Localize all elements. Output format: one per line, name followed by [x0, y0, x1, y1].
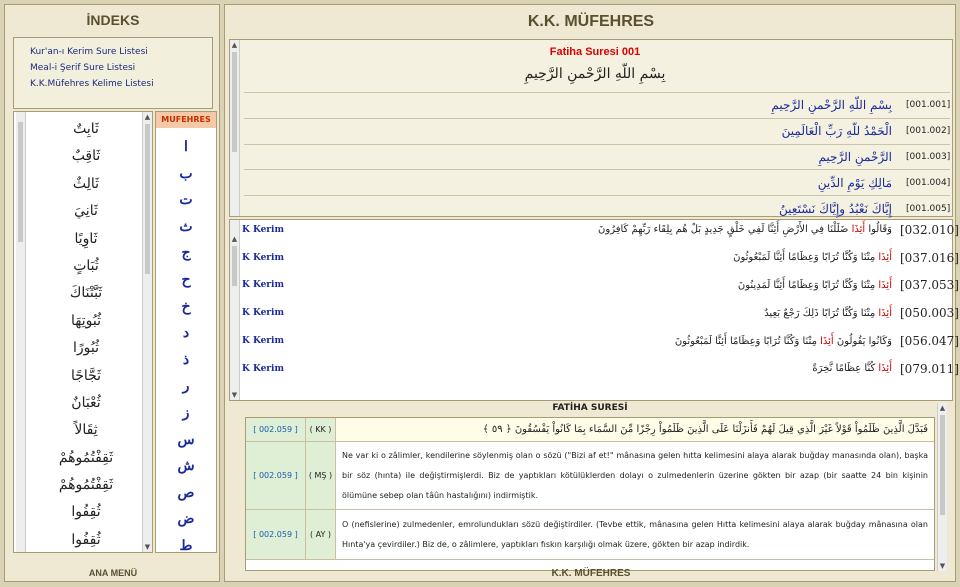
result-post: مِتْنَا وَكُنَّا تُرَابًا ذَلِكَ رَجْعٌ بَعِيدٌ: [764, 307, 879, 319]
meal-row: [246, 418, 934, 442]
result-ref: [037.016]: [900, 250, 959, 265]
result-source[interactable]: K Kerim: [242, 252, 284, 263]
letter-item[interactable]: ج: [181, 245, 191, 262]
verse-ref: [001.001]: [906, 100, 951, 111]
result-source[interactable]: K Kerim: [242, 224, 284, 235]
verse-text: إِيَّاكَ نَعْبُدُ وإِيَّاكَ نَسْتَعِينُ: [779, 201, 892, 216]
word-item[interactable]: ثُبُوتِهَا: [71, 312, 101, 329]
letter-item[interactable]: ا: [184, 139, 188, 155]
meal-ref[interactable]: [ 002.059 ]: [246, 418, 306, 441]
besmele: بِسْمِ اللّهِ الرَّحْمنِ الرَّحِيمِ: [524, 66, 666, 82]
letter-item[interactable]: ح: [181, 271, 191, 288]
results-scrollbar[interactable]: ▲ ▼: [230, 220, 240, 400]
result-keyword: أَئِذَا: [878, 363, 892, 375]
word-scrollbar[interactable]: [16, 112, 26, 552]
meal-table: [245, 417, 935, 571]
meal-title: FATİHA SURESİ: [552, 403, 628, 413]
word-item[interactable]: ثُبُورًا: [72, 340, 99, 357]
letter-item[interactable]: ب: [179, 165, 193, 182]
result-ref: [032.010]: [900, 222, 959, 237]
result-ref: [037.053]: [900, 278, 959, 293]
word-item[interactable]: ثُقِفُوا: [71, 531, 101, 548]
result-ref: [050.003]: [900, 306, 959, 321]
word-item[interactable]: ثُقِفُوا: [71, 504, 101, 521]
letter-item[interactable]: ط: [179, 537, 193, 554]
result-post: مِتْنَا وَكُنَّا تُرَابًا وَعِظَامًا أَئِنَّا لَمَبْعُوثُونَ: [733, 252, 879, 264]
word-item[interactable]: ثَقِفْتُمُوهُمْ: [58, 477, 114, 494]
meal-text: Ne var ki o zâlimler, kendilerine söylenmiş olan o sözü ("Bizi af et!" mânasına gelen hıtta kelimesini alaya alarak buğday manasında olan), başka bir söz (hınta) ile değiştirmişlerdi. Biz de yaptıkları kötülüklerden dolayı o zulmedenlerin üzerine gökten bir azap (bir saatte 24 bin kişinin ölümüne sebep olan tâûn hastalığını) indirmiştik.: [336, 442, 934, 509]
word-item[interactable]: ثَاقِبٌ: [71, 148, 101, 165]
verse-text: الرَّحْمنِ الرَّحِيمِ: [818, 149, 892, 164]
word-item[interactable]: ثَالِثٌ: [72, 175, 100, 192]
meal-row: [246, 442, 934, 510]
word-item[interactable]: ثُعْبَانٌ: [71, 394, 101, 411]
result-keyword: أَئِذَا: [878, 279, 892, 291]
word-item[interactable]: ثَانِيَ: [74, 203, 98, 220]
meal-scrollbar[interactable]: ▲ ▼: [937, 403, 947, 571]
result-ref: [079.011]: [900, 361, 959, 376]
sure-title: Fatiha Suresi 001: [549, 46, 641, 58]
verse-text: الْحَمْدُ للّهِ رَبِّ الْعَالَمِينَ: [781, 124, 892, 139]
result-row[interactable]: [242, 327, 959, 355]
main-title: K.K. MÜFEHRES: [527, 13, 655, 30]
result-keyword: أَئِذَا: [820, 335, 834, 347]
meal-ref[interactable]: [ 002.059 ]: [246, 442, 306, 509]
main-panel: [224, 4, 959, 582]
word-item[interactable]: ثَبَّتْنَاكَ: [69, 285, 103, 302]
verse-ref: [001.004]: [906, 177, 951, 188]
letters-header: MUFEHRES: [156, 112, 216, 128]
verse-row[interactable]: [244, 144, 950, 170]
verse-ref: [001.002]: [906, 126, 951, 137]
word-item[interactable]: ثَقِفْتُمُوهُمْ: [58, 449, 114, 466]
letter-item[interactable]: ت: [179, 192, 193, 209]
results-panel: [229, 219, 959, 401]
result-ref: [056.047]: [900, 334, 959, 349]
word-item[interactable]: ثِقَالاً: [74, 422, 98, 439]
result-keyword: أَئِذَا: [878, 252, 892, 264]
verse-text: بِسْمِ اللّهِ الرَّحْمنِ الرَّحِيمِ: [771, 98, 892, 113]
letter-item[interactable]: ض: [177, 511, 195, 528]
word-item[interactable]: ثَابِتٌ: [73, 121, 99, 137]
result-keyword: أَئِذَا: [878, 307, 892, 319]
index-menu-item[interactable]: Meal-i Şerif Sure Listesi: [30, 63, 136, 73]
result-pre: وَقَالُوا: [865, 224, 892, 236]
word-item[interactable]: ثَجَّاجًا: [70, 367, 102, 384]
result-source[interactable]: K Kerim: [242, 336, 284, 347]
meal-tag: ( MŞ ): [306, 442, 336, 509]
result-keyword: أَئِذَا: [851, 224, 866, 236]
index-menu-item[interactable]: K.K.Müfehres Kelime Listesi: [30, 79, 154, 89]
letter-item[interactable]: س: [177, 431, 195, 448]
result-row[interactable]: [242, 299, 959, 327]
verse-row[interactable]: [244, 169, 950, 195]
word-scrollbar-right[interactable]: ▲ ▼: [142, 112, 152, 552]
result-row[interactable]: [242, 355, 959, 383]
letter-list[interactable]: [155, 111, 217, 553]
letter-item[interactable]: ذ: [182, 351, 190, 368]
result-source[interactable]: K Kerim: [242, 363, 284, 374]
result-pre: وَكَانُوا يَقُولُونَ: [833, 335, 892, 347]
main-menu-link[interactable]: ANA MENÜ: [88, 568, 138, 578]
word-list[interactable]: [13, 111, 153, 553]
result-row[interactable]: [242, 244, 959, 272]
letter-item[interactable]: ث: [179, 218, 193, 235]
result-post: كُنَّا عِظَامًا نَّخِرَةً: [812, 363, 879, 375]
letter-item[interactable]: ص: [177, 484, 195, 501]
verse-row[interactable]: [244, 92, 950, 118]
meal-row: [246, 510, 934, 560]
result-post: مِتْنَا وَكُنَّا تُرَابًا وَعِظَامًا أَئِنَّا لَمَبْعُوثُونَ: [674, 335, 821, 347]
index-menu: [13, 37, 213, 109]
result-row[interactable]: [242, 272, 959, 300]
index-title: İNDEKS: [86, 12, 140, 28]
result-row[interactable]: [242, 216, 959, 244]
sure-panel: [229, 39, 953, 217]
result-post: ضَلَلْنَا فِي الأَرْضِ أَئِنَّا لَفِي خَلْقٍ جَدِيدٍ بَلْ هُم بِلِقَاء رَبِّهِمْ كَافِرُونَ: [598, 224, 852, 236]
letter-item[interactable]: ر: [182, 378, 190, 395]
verse-ref: [001.003]: [906, 151, 951, 162]
letter-item[interactable]: ز: [182, 404, 190, 421]
index-menu-item[interactable]: Kur'an-ı Kerim Sure Listesi: [30, 47, 148, 57]
main-footer: K.K. MÜFEHRES: [551, 567, 631, 579]
meal-tag: ( KK ): [306, 418, 336, 441]
letter-item[interactable]: د: [182, 325, 190, 342]
word-item[interactable]: ثَاوِيًا: [74, 230, 98, 247]
verse-text: مَالِكِ يَوْمِ الدِّينِ: [817, 175, 892, 190]
letter-item[interactable]: ش: [177, 458, 195, 475]
result-post: مِتْنَا وَكُنَّا تُرَابًا وَعِظَامًا أَئِنَّا لَمَدِينُونَ: [737, 279, 879, 291]
meal-tag: ( AY ): [306, 510, 336, 559]
verse-row[interactable]: [244, 118, 950, 144]
meal-ref[interactable]: [ 002.059 ]: [246, 510, 306, 559]
letter-item[interactable]: خ: [181, 298, 191, 315]
meal-text: O (nefislerine) zulmedenler, emrolundukları sözü değiştirdiler. (Tevbe ettik, mânasına gelen Hıtta kelimesini alaya alarak buğday mânasına olan Hınta'ya çevirdiler.) Biz de, o zâlimlere, yaptıkları fıskın karşılığı olmak üzere, gökten bir azap indirdik.: [336, 510, 934, 559]
sure-scrollbar[interactable]: ▲: [230, 40, 240, 216]
result-source[interactable]: K Kerim: [242, 280, 284, 291]
meal-text: فَبَدَّلَ الَّذِينَ ظَلَمُواْ قَوْلاً غَيْرَ الَّذِي قِيلَ لَهُمْ فَأَنزَلْنَا عَلَى الَّذِينَ ظَلَمُواْ رِجْزًا مِّنَ السَّمَاء بِمَا كَانُواْ يَفْسُقُونَ ﴿ ٥٩ ﴾: [336, 418, 934, 441]
result-source[interactable]: K Kerim: [242, 308, 284, 319]
word-item[interactable]: ثُبَاتٍ: [73, 257, 99, 274]
index-panel: [4, 4, 220, 582]
verse-ref: [001.005]: [906, 203, 951, 214]
